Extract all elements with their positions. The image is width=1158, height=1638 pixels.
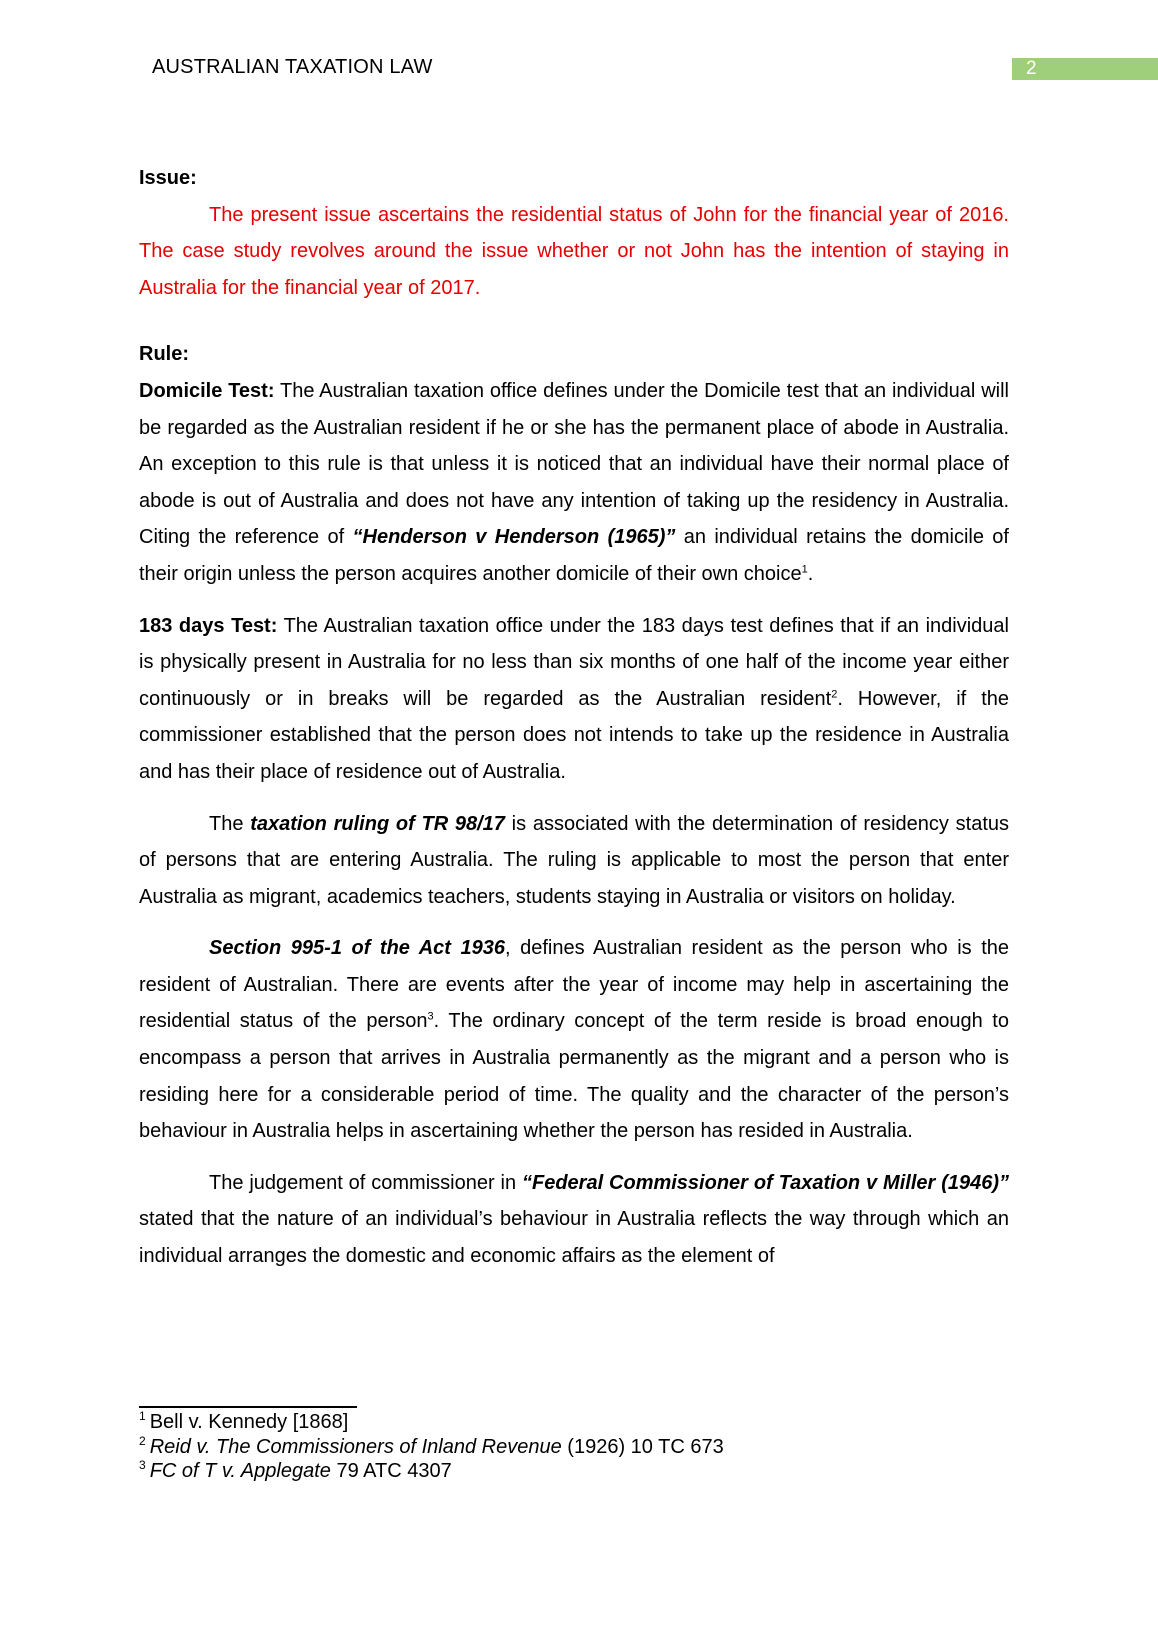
page-number: 2 xyxy=(1012,58,1158,80)
ruling-text-b: is associated with the determination of residency status of persons that are entering Australia. The ruling is applicable to most the person that enter Australia as migrant, academics teachers, students staying in Australia or visitors on holiday. xyxy=(139,812,1010,908)
issue-heading: Issue: xyxy=(139,167,197,189)
ruling-paragraph xyxy=(139,806,1009,916)
issue-paragraph: The present issue ascertains the residential status of John for the financial year of 2016. The case study revolves around the issue whether or not John has the intention of staying in Australia for the financial year of 2017. xyxy=(139,203,1009,299)
footnote-text: 79 ATC 4307 xyxy=(330,1460,452,1482)
case-miller: “Federal Commissioner of Taxation v Miller (1946)” xyxy=(521,1171,1010,1194)
footnote-divider xyxy=(139,1406,357,1408)
domicile-paragraph xyxy=(139,373,1009,593)
days183-text-a: The Australian taxation office under the 183 days test defines that if an individual is physically present in Australia for no less than six months of one half of the income year either continuously or in breaks will be regarded as the Australian resident xyxy=(139,614,1009,710)
footnote-text: (1926) 10 TC 673 xyxy=(561,1435,724,1458)
domicile-text-a: The Australian taxation office defines under the Domicile test that an individual will be regarded as the Australian resident if he or she has the permanent place of abode in Australia. An exception to this rule is that unless it is noticed that an individual have their normal place of abode is out of Australia and does not have any intention of taking up the residency in Australia. Citing the reference of xyxy=(139,379,1009,549)
judgement-text-b: stated that the nature of an individual’s behaviour in Australia reflects the way through which an individual arranges the domestic and economic affairs as the element of xyxy=(139,1208,1009,1268)
days183-paragraph xyxy=(139,608,1009,791)
domicile-text-b: an individual retains the domicile of their origin unless the person acquires another domicile of their own choice xyxy=(139,526,1009,585)
footnote-number: 2 xyxy=(139,1433,146,1448)
document-body xyxy=(139,160,1009,1275)
ruling-text-a: The xyxy=(209,812,251,835)
days183-text-b: . However, if the commissioner established that the person does not intends to take up the residence in Australia and has their place of residence out of Australia. xyxy=(139,687,1009,783)
footnote-3 xyxy=(139,1459,724,1484)
footnote-ref-2[interactable]: 2 xyxy=(831,688,838,701)
judgement-text-a: The judgement of commissioner in xyxy=(209,1171,522,1194)
footnotes xyxy=(139,1410,724,1484)
rule-heading: Rule: xyxy=(139,343,189,366)
header-title: AUSTRALIAN TAXATION LAW xyxy=(152,56,433,78)
footnote-number: 1 xyxy=(139,1409,146,1424)
footnote-1 xyxy=(139,1410,724,1435)
section-paragraph xyxy=(139,930,1009,1150)
days183-label: 183 days Test: xyxy=(139,614,278,637)
footnote-text: Bell v. Kennedy [1868] xyxy=(149,1411,349,1433)
section-emphasis: Section 995-1 of the Act 1936 xyxy=(209,937,505,960)
footnote-italic: Reid v. The Commissioners of Inland Revenue xyxy=(149,1435,562,1458)
footnote-italic: FC of T v. Applegate xyxy=(149,1460,331,1482)
footnote-2 xyxy=(139,1435,724,1460)
domicile-text-c: . xyxy=(807,562,814,585)
footnote-ref-3[interactable]: 3 xyxy=(427,1010,434,1023)
section-text-b: . The ordinary concept of the term reside is broad enough to encompass a person that arrives in Australia permanently as the migrant and a person who is residing here for a considerable period of time. The quality and the character of the person’s behaviour in Australia helps in ascertaining whether the person has resided in Australia. xyxy=(139,1010,1009,1143)
domicile-label: Domicile Test: xyxy=(139,379,275,402)
section-text-a: , defines Australian resident as the person who is the resident of Australian. There are events after the year of income may help in ascertaining the residential status of the person xyxy=(139,937,1009,1033)
ruling-emphasis: taxation ruling of TR 98/17 xyxy=(250,812,505,835)
judgement-paragraph xyxy=(139,1165,1009,1275)
case-henderson: “Henderson v Henderson (1965)” xyxy=(352,526,676,549)
footnote-ref-1[interactable]: 1 xyxy=(801,563,808,576)
footnote-number: 3 xyxy=(139,1458,146,1473)
